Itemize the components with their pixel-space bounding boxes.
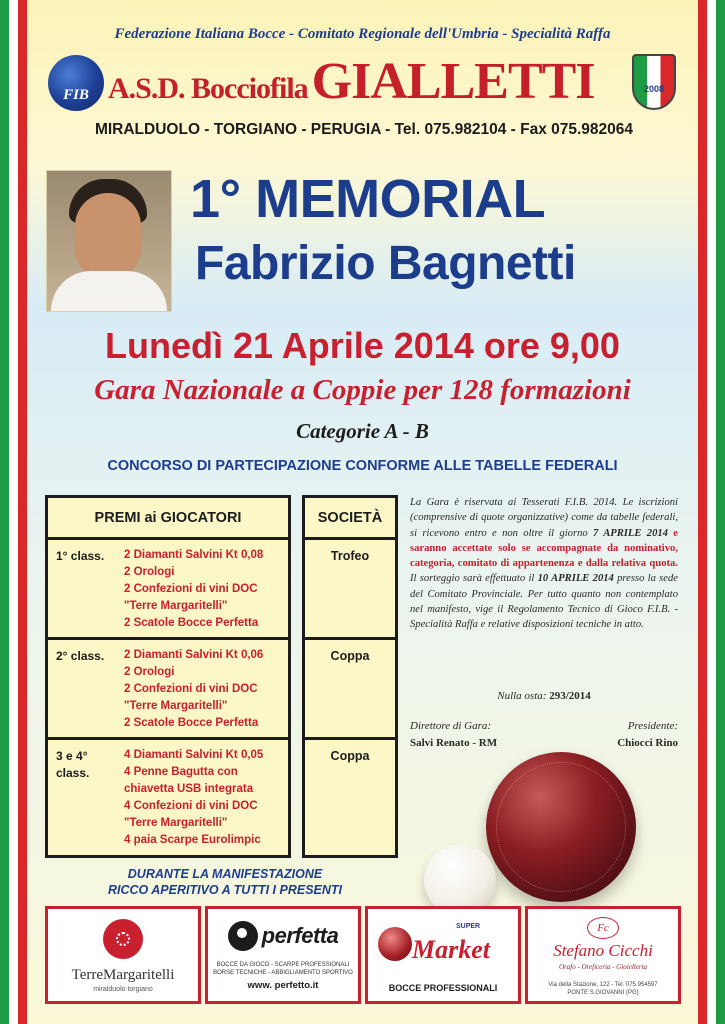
rules-text — [410, 495, 678, 633]
prize-item: 2 Scatole Bocce Perfetta — [124, 617, 259, 629]
honoree-photo — [46, 170, 172, 312]
perfetta-ball-icon — [228, 921, 258, 951]
nulla-osta — [410, 690, 678, 702]
red-bocce-ball-image — [486, 752, 636, 902]
sponsors-bar — [45, 906, 681, 1004]
prize-item: 4 Penne Bagutta con — [124, 766, 238, 778]
director-label: Direttore di Gara: — [410, 720, 492, 732]
flag-stripe-right-red — [698, 0, 707, 1024]
prize-item: "Terre Margaritelli" — [124, 817, 228, 829]
sponsor-name: TerreMargaritelli — [71, 967, 175, 983]
bocce-ball-icon — [378, 927, 412, 961]
prize-items — [124, 547, 292, 632]
tricolor-shield-icon: 2008 — [632, 54, 676, 110]
president-name: Chiocci Rino — [617, 737, 678, 749]
prize-row-2 — [48, 640, 288, 740]
sponsor-subtitle — [208, 961, 358, 977]
aperitivo-line: RICCO APERITIVO A TUTTI I PRESENTI — [107, 883, 343, 897]
players-prize-table — [45, 495, 291, 858]
club-title: GIALLETTI — [311, 53, 595, 110]
sponsor-subtitle: BOCCE PROFESSIONALI — [388, 983, 498, 993]
prize-place: 2° class. — [56, 649, 105, 663]
society-prize: Coppa — [305, 640, 395, 740]
president-label: Presidente: — [627, 720, 678, 732]
rules-draw-date: 10 APRILE 2014 — [537, 573, 614, 585]
sponsor-address-line: Via della Stazione, 122 - Tel. 075.954597 — [548, 982, 658, 988]
prize-place: 3 e 4° class. — [56, 749, 90, 780]
sponsor-terre-margaritelli — [45, 906, 201, 1004]
club-prefix: A.S.D. Bocciofila — [108, 72, 308, 105]
flag-stripe-left-red — [18, 0, 27, 1024]
nulla-osta-value: 293/2014 — [549, 690, 591, 702]
sponsor-subtitle: Orafo - Oreficeria - Gioielleria — [558, 963, 647, 971]
prize-row-1 — [48, 540, 288, 640]
prize-item: "Terre Margaritelli" — [124, 600, 228, 612]
sponsor-supermarket — [365, 906, 521, 1004]
sponsor-subtitle-line: BOCCE DA GIOCO - SCARPE PROFESSIONALI — [216, 962, 350, 968]
prize-item: 2 Diamanti Salvini Kt 0,08 — [124, 549, 264, 561]
categories: Categorie A - B — [296, 419, 429, 443]
director-name: Salvi Renato - RM — [410, 737, 498, 749]
federation-line: Federazione Italiana Bocce - Comitato Regionale dell'Umbria - Specialità Raffa — [114, 26, 611, 42]
sponsor-name: perfetta — [261, 923, 339, 948]
sponsor-address — [528, 981, 678, 997]
prize-item: 2 Orologi — [124, 666, 175, 678]
prize-item: 4 Confezioni di vini DOC — [124, 800, 258, 812]
rules-part: La Gara è riservata ai Tesserati F.I.B. 2014. Le iscrizioni (comprensive di quote organizzative) come da tabelle federali, si ricevono entro e non oltre il giorno — [410, 497, 678, 539]
flag-stripe-right-green — [716, 0, 725, 1024]
prize-item: 2 Confezioni di vini DOC — [124, 583, 258, 595]
memorial-title: 1° MEMORIAL — [190, 169, 546, 229]
sponsor-name: Market — [412, 935, 490, 964]
flag-stripe-left-white — [9, 0, 18, 1024]
rules-part: e saranno accettate solo se accompagnate da nominativo, categoria, comitato di appartenenza e dalla relativa quota. — [410, 527, 679, 570]
rules-part: presso la sede del Comitato Provinciale. Per tutto quanto non contemplato nel manifesto, vige il Regolamento Tecnico di Gioco F.I.B. - Specialità Raffa e relative disposizioni tecniche in atto. — [410, 573, 679, 631]
prize-item: 4 Diamanti Salvini Kt 0,05 — [124, 749, 264, 761]
prize-item: 4 paia Scarpe Eurolimpic — [124, 834, 261, 846]
sponsor-perfetta — [205, 906, 361, 1004]
sponsor-name-prefix: SUPER — [456, 923, 481, 930]
flag-stripe-left-green — [0, 0, 9, 1024]
club-name — [108, 52, 628, 111]
prize-row-3 — [48, 740, 288, 852]
sponsor-stefano-cicchi — [525, 906, 681, 1004]
club-address: MIRALDUOLO - TORGIANO - PERUGIA - Tel. 075.982104 - Fax 075.982064 — [94, 121, 634, 138]
aperitivo-notice — [45, 866, 405, 898]
players-prize-header: PREMI ai GIOCATORI — [48, 498, 288, 540]
event-date: Lunedì 21 Aprile 2014 ore 9,00 — [105, 325, 620, 366]
honoree-name: Fabrizio Bagnetti — [195, 237, 576, 290]
prize-item: chiavetta USB integrata — [124, 783, 254, 795]
president-signature — [560, 718, 678, 752]
rules-deadline: 7 APRILE 2014 — [592, 527, 668, 539]
rules-part: Il sorteggio sarà effettuato il — [410, 573, 538, 585]
prize-items — [124, 747, 292, 849]
society-prize: Trofeo — [305, 540, 395, 640]
aperitivo-line: DURANTE LA MANIFESTAZIONE — [127, 867, 323, 881]
prize-item: 2 Confezioni di vini DOC — [124, 683, 258, 695]
sponsor-subtitle-line: BORSE TECNICHE - ABBIGLIAMENTO SPORTIVO — [213, 970, 353, 976]
flag-stripe-right-white — [707, 0, 716, 1024]
prize-item: 2 Diamanti Salvini Kt 0,06 — [124, 649, 264, 661]
nulla-osta-label: Nulla osta: — [497, 690, 550, 702]
sponsor-subtitle: miralduolo torgiano — [93, 986, 153, 993]
prize-item: 2 Orologi — [124, 566, 175, 578]
sponsor-name: Stefano Cicchi — [553, 941, 653, 960]
prize-item: 2 Scatole Bocce Perfetta — [124, 717, 259, 729]
stefano-cicchi-logo-icon: Fc — [587, 917, 619, 939]
director-signature — [410, 718, 497, 752]
participation-notice: CONCORSO DI PARTECIPAZIONE CONFORME ALLE TABELLE FEDERALI — [107, 458, 618, 474]
society-prize-table — [302, 495, 398, 858]
competition-type: Gara Nazionale a Coppie per 128 formazioni — [94, 374, 631, 406]
prize-place: 1° class. — [56, 549, 105, 563]
terre-margaritelli-logo-icon — [103, 919, 143, 959]
sponsor-website: www. perfetto.it — [247, 980, 319, 991]
society-prize: Coppa — [330, 749, 370, 763]
prize-items — [124, 647, 292, 732]
prize-item: "Terre Margaritelli" — [124, 700, 228, 712]
society-header: SOCIETÀ — [305, 498, 395, 540]
fib-logo: FIB — [48, 55, 104, 111]
sponsor-address-line: PONTE S.GIOVANNI (PG) — [567, 990, 639, 996]
